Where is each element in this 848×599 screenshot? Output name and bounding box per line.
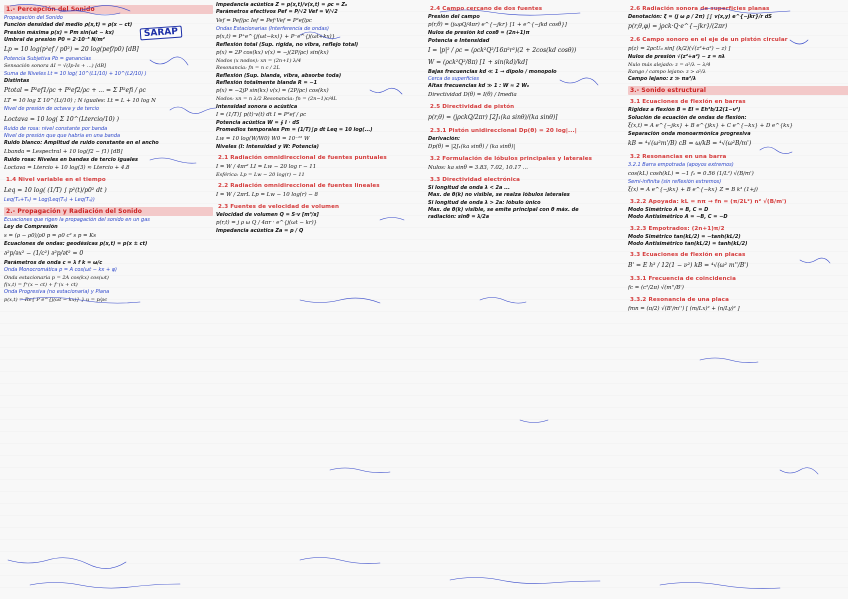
section-title: 1.- Percepción del Sonido bbox=[4, 5, 213, 14]
text-line: p(x,t) = Re{ P e^{j(ωt − kx)} } u = p/ρc bbox=[4, 296, 108, 303]
text-line: Nulos de presión √(z²+a²) − z = nλ bbox=[628, 54, 725, 61]
text-line: Umbral de presión P0 = 2·10⁻⁵ N/m² bbox=[4, 36, 105, 43]
subsection-title: 3.3.1 Frecuencia de coincidencia bbox=[630, 276, 736, 283]
formula-line: Nulos: ka sinθ = 3.83, 7.02, 10.17 ... bbox=[428, 165, 528, 172]
subsection-title: 2.5 Directividad de pistón bbox=[430, 103, 515, 110]
text-line: Impedancia acústica Z = p(x,t)/v(x,t) = ρc = Z₀ bbox=[216, 2, 348, 8]
formula-line: I = (1/T)∫ p(t)·v(t) dt I = P²ef / ρc bbox=[216, 111, 307, 118]
text-line: Separación onda monoarmónica progresiva bbox=[628, 131, 751, 138]
text-line: Altas frecuencias kd ≫ 1 : W ≈ 2 W₀ bbox=[428, 83, 530, 90]
formula-line: Loctava = 10 log( Σ 10^(Ltercio/10) ) bbox=[4, 115, 120, 123]
text-line: Intensidad sonora o acústica bbox=[216, 103, 298, 110]
text-line: Parámetros efectivos Pef = P/√2 Vef = V/√2 bbox=[216, 9, 338, 16]
subsection-title: 3.2.2 Apoyada: kL = nπ → fn = (π/2L²) n² √(B/m') bbox=[630, 198, 787, 205]
subsection-title: 3.2.3 Empotrados: (2n+1)π/2 bbox=[630, 225, 725, 232]
text-line: Max. de θ(k) visible, se emite principal con θ máx. de bbox=[428, 206, 579, 213]
section-title: 2.6 Campo sonoro en el eje de un pistón circular bbox=[630, 37, 788, 44]
text-line: Reflexión (Sup. blanda, vibra, absorbe toda) bbox=[216, 72, 342, 79]
text-line: Niveles (I: Intensidad y W: Potencia) bbox=[216, 143, 319, 150]
handwritten-note: Nivel de presión que que habría en una banda bbox=[4, 132, 121, 139]
handwritten-note: Nivel de presión de octava y de tercio bbox=[4, 106, 100, 113]
formula-line: fmn = (π/2) √(B'/m'') [ (m/Lx)² + (n/Ly)² ] bbox=[628, 306, 740, 313]
sarap-logo: SARAP bbox=[140, 26, 183, 41]
handwritten-note: Semi-infinita (sin reflexión extremos) bbox=[628, 178, 722, 185]
text-line: Modo Simétrico tan(kL/2) = −tanh(kL/2) bbox=[628, 233, 741, 240]
formula-line: Ptotal = P²ef1/ρc + P²ef2/ρc + ... = Σ P²efi / ρc bbox=[4, 87, 146, 95]
text-line: Nulos de presión kd cosθ = (2n+1)π bbox=[428, 30, 530, 37]
formula-line: p(x) = 2P cos(kx) v(x) = −j(2P/ρc) sin(kx) bbox=[216, 50, 329, 57]
section-title: 2.6 Radiación sonora de superficies planas bbox=[630, 6, 770, 12]
formula-line: cos(kL) cosh(kL) = −1 f₁ = 0.56 (1/L²) √(B/m') bbox=[628, 170, 754, 177]
text-line: Ruido rosa: Niveles en bandas de tercio iguales bbox=[4, 156, 138, 163]
formula-line: p(z) = 2ρcU₀ sin[ (k/2)(√(z²+a²) − z) ] bbox=[628, 46, 731, 53]
formula-line: Dp(θ) = |2J₁(ka sinθ) / (ka sinθ)| bbox=[428, 144, 516, 151]
text-line: Modo Simétrico A = B, C = D bbox=[628, 206, 709, 213]
formula-line: ξ(x,t) = A e^{−jkx} + B e^{jkx} + C e^{−kx} + D e^{kx} bbox=[628, 123, 793, 130]
formula-line: I = W / 2πrL Lp = Lw − 10 log(r) − 8 bbox=[216, 192, 318, 199]
subsection-title: 1.4 Nivel variable en el tiempo bbox=[6, 176, 106, 183]
formula-line: p(r,θ) = (jρckQ/2πr) [2J₁(ka sinθ)/(ka sinθ)] bbox=[428, 113, 558, 121]
subsection-title: 2.3.1 Pistón unidireccional Dp(θ) = 20 log|...| bbox=[430, 127, 577, 134]
text-line: Potencia e Intensidad bbox=[428, 37, 490, 44]
text-line: Promedios temporales Pm = (1/T)∫p dt Leq = 10 log(...) bbox=[216, 127, 373, 134]
text-line: Bajas frecuencias kd ≪ 1 → dipolo / monopolo bbox=[428, 68, 557, 75]
text-line: Distintas bbox=[4, 78, 30, 85]
column-1 bbox=[4, 2, 216, 599]
text-line: Onda estacionaria p = 2A cos(kx) cos(ωt) bbox=[4, 274, 109, 281]
handwritten-note: Cerca de superficies bbox=[428, 76, 479, 83]
subsection-title: 2.1 Radiación omnidireccional de fuentes puntuales bbox=[218, 154, 387, 161]
text-line: f(x,t) = f⁺(x − ct) + f⁻(x + ct) bbox=[4, 281, 78, 288]
formula-line: Directividad D(θ) = I(θ) / Imedia bbox=[428, 91, 517, 98]
text-line: Parámetros de onda c = λ f k = ω/c bbox=[4, 260, 103, 267]
text-line: Si longitud de onda λ < 2a ... bbox=[428, 185, 510, 192]
formula-line: Lbanda = Lespectral + 10 log(f2 − f1) [dB] bbox=[4, 148, 123, 155]
formula-line: Lp = 10 log(p²ef / p0²) = 20 log(pef/p0) [dB] bbox=[4, 46, 139, 54]
formula-line: LT = 10 log Σ 10^(Li/10) ; N iguales: Lt = L + 10 log N bbox=[4, 98, 156, 105]
formula-line: kB = ⁴√(ω²m'/B) cB = ω/kB = ⁴√(ω²B/m') bbox=[628, 140, 752, 148]
text-line: Presión máxima p(x) = Pm sin(ωt − kx) bbox=[4, 29, 115, 36]
text-line: Reflexión totalmente blanda R = −1 bbox=[216, 80, 318, 87]
text-line: Nodos: xn = n λ/2 Resonancia: fn = (2n−1)c/4L bbox=[216, 96, 337, 103]
formula-line: B' = E h³ / 12(1 − ν²) kB = ⁴√(ω² m''/B') bbox=[628, 262, 749, 270]
section-title: 2.4 Campo cercano de dos fuentes bbox=[430, 6, 543, 12]
text-line: Derivación: bbox=[428, 135, 461, 142]
subsection-title: 2.3 Fuentes de velocidad de volumen bbox=[218, 204, 340, 211]
formula-line: W = (ρck²Q²/8π) [1 + sin(kd)/kd] bbox=[428, 58, 528, 66]
column-4 bbox=[628, 2, 848, 599]
text-line: Función densidad del medio ρ(x,t) = ρ(x − ct) bbox=[4, 22, 133, 29]
text-line: Ecuaciones de ondas: geodésicas p(x,t) = p(x ± ct) bbox=[4, 240, 148, 247]
handwritten-note: Onda Progresiva (no estacionaria) y Plana bbox=[4, 289, 110, 296]
formula-line: fc = (c²/2π) √(m''/B') bbox=[628, 285, 684, 292]
formula-line: I = W / 4πr² LI = Lw − 20 log r − 11 bbox=[216, 163, 317, 170]
formula-line: s = (ρ − ρ0)/ρ0 p = ρ0 c² s p = Ks bbox=[4, 232, 97, 239]
handwritten-note: Onda Monocromática p = A cos(ωt − kx + φ) bbox=[4, 267, 117, 274]
text-line: Ruido blanco: Amplitud de ruido constante en el ancho bbox=[4, 140, 159, 147]
subsection-title: 2.2 Radiación omnidireccional de fuentes lineales bbox=[218, 183, 380, 190]
formula-line: p(r,t) = j ρ ω Q / 4πr · e^{j(ωt − kr)} bbox=[216, 220, 317, 227]
text-line: Potencia acústica W = ∮ I · dS bbox=[216, 119, 300, 126]
subsection-title: 3.3 Directividad electrónica bbox=[430, 177, 521, 184]
text-line: Si longitud de onda λ > 2a: lóbulo único bbox=[428, 199, 541, 206]
text-line: radiación: sinθ = λ/2a bbox=[428, 214, 490, 221]
subsection-title: 3.3.2 Resonancia de una placa bbox=[630, 297, 729, 304]
formula-line: I = |p|² / ρc = (ρck²Q²/16π²r²)(2 + 2cos(kd cosθ)) bbox=[428, 46, 577, 54]
formula-line: ξ(x) = A e^{−jkx} + B e^{−kx} Z = B k³ (1+j) bbox=[628, 186, 758, 193]
text-line: Solución de ecuación de ondas de flexión: bbox=[628, 114, 747, 121]
formula-line: p(r,θ,φ) = jρck·Q·e^{−jkr}/(2πr) bbox=[628, 23, 728, 31]
handwritten-note: Leq(Tₐ+T₀) = Log(Leq(T₀) + Leq(Tₐ)) bbox=[4, 196, 95, 203]
text-line: Modo Antisimétrico A = −B, C = −D bbox=[628, 214, 728, 221]
text-line: Impedancia acústica Za = p / Q bbox=[216, 228, 304, 235]
formula-line: p(x) = −2jP sin(kx) v(x) = (2P/ρc) cos(kx) bbox=[216, 88, 329, 95]
text-line: Rigidez a flexión B = EI = Eh³b/12(1−ν²) bbox=[628, 107, 741, 114]
subsection-title: 3.1 Ecuaciones de flexión en barras bbox=[630, 99, 746, 106]
subsection-title: 3.2 Formulación de lóbulos principales y laterales bbox=[430, 156, 593, 163]
text-line: Velocidad de volumen Q = S·v [m³/s] bbox=[216, 212, 319, 219]
text-line: Esférica: Lp = Lw − 20 log(r) − 11 bbox=[216, 171, 305, 178]
text-line: Resonancia: fn = n c / 2L bbox=[216, 65, 280, 72]
handwritten-note: Potencia Subjetiva Pb = ganancias bbox=[4, 56, 92, 63]
text-line: Rango / campo lejano: z > a²/λ bbox=[628, 68, 706, 75]
handwritten-note: Suma de Niveles Lt = 10 log( 10^(L1/10) + 10^(L2/10) ) bbox=[4, 70, 147, 77]
section-title: 2.- Propagación y Radiación del Sonido bbox=[4, 207, 213, 216]
formula-line: p(x,t) = P⁺e^{j(ωt−kx)} + P⁻e^{j(ωt+kx)} bbox=[216, 33, 336, 40]
text-line: Sensación sonora ΔI = √(Ip·Is + ...) [dB] bbox=[4, 63, 106, 70]
section-title: 3.- Sonido estructural bbox=[628, 86, 848, 95]
subsection-title: 3.2 Resonancias en una barra bbox=[630, 154, 727, 161]
text-line: Denotación: ξ = (j ω ρ / 2π) ∫∫ v(x,y) e^{−jkr}/r dS bbox=[628, 14, 772, 20]
text-line: Nulo más alejado: z = a²/λ − λ/4 bbox=[628, 61, 711, 68]
text-line: Modo Antisimétrico tan(kL/2) = tanh(kL/2) bbox=[628, 240, 748, 247]
handwritten-note: Ondas Estacionarias (Interferencia de ondas) bbox=[216, 25, 329, 32]
formula-line: Lw = 10 log(W/W0) W0 = 10⁻¹² W bbox=[216, 135, 310, 142]
column-3 bbox=[428, 2, 628, 599]
handwritten-note: Propagación del Sonido bbox=[4, 15, 63, 21]
text-line: Reflexión total (Sup. rígida, no vibra, reflejo total) bbox=[216, 41, 359, 48]
handwritten-note: 3.2.1 Barra empotrada (apoyos extremos) bbox=[628, 162, 734, 169]
handwritten-note: Ruido de rosa: nivel constante por banda bbox=[4, 125, 108, 132]
handwritten-note: Ecuaciones que rigen la propagación del sonido en un gas bbox=[4, 217, 150, 224]
text-line: Ley de Compresión bbox=[4, 224, 58, 231]
formula-line: Loctava = Ltercio + 10 log(3) ≈ Ltercio + 4.8 bbox=[4, 164, 130, 171]
subsection-title: 3.3 Ecuaciones de flexión en placas bbox=[630, 252, 746, 259]
text-line: Max. de θ(k) no visible, se realza lóbulos laterales bbox=[428, 192, 570, 199]
text-line: Presión del campo bbox=[428, 14, 480, 20]
text-line: Campo lejano: z ≫ πa²/λ bbox=[628, 76, 697, 83]
text-line: Nodos (x nodos): xn = (2n+1) λ/4 bbox=[216, 58, 302, 65]
formula-line: p(r,θ) = (jωρQ/4πr) e^{−jkr} [1 + e^{−jkd cosθ}] bbox=[428, 22, 567, 29]
column-2 bbox=[216, 2, 428, 599]
formula-line: Vef = Pef/ρc Ief = Pef·Vef = P²ef/ρc bbox=[216, 17, 312, 24]
formula-line: ∂²p/∂x² − (1/c²) ∂²p/∂t² = 0 bbox=[4, 250, 84, 258]
formula-line: Leq = 10 log( (1/T) ∫ p²(t)/p0² dt ) bbox=[4, 186, 107, 194]
